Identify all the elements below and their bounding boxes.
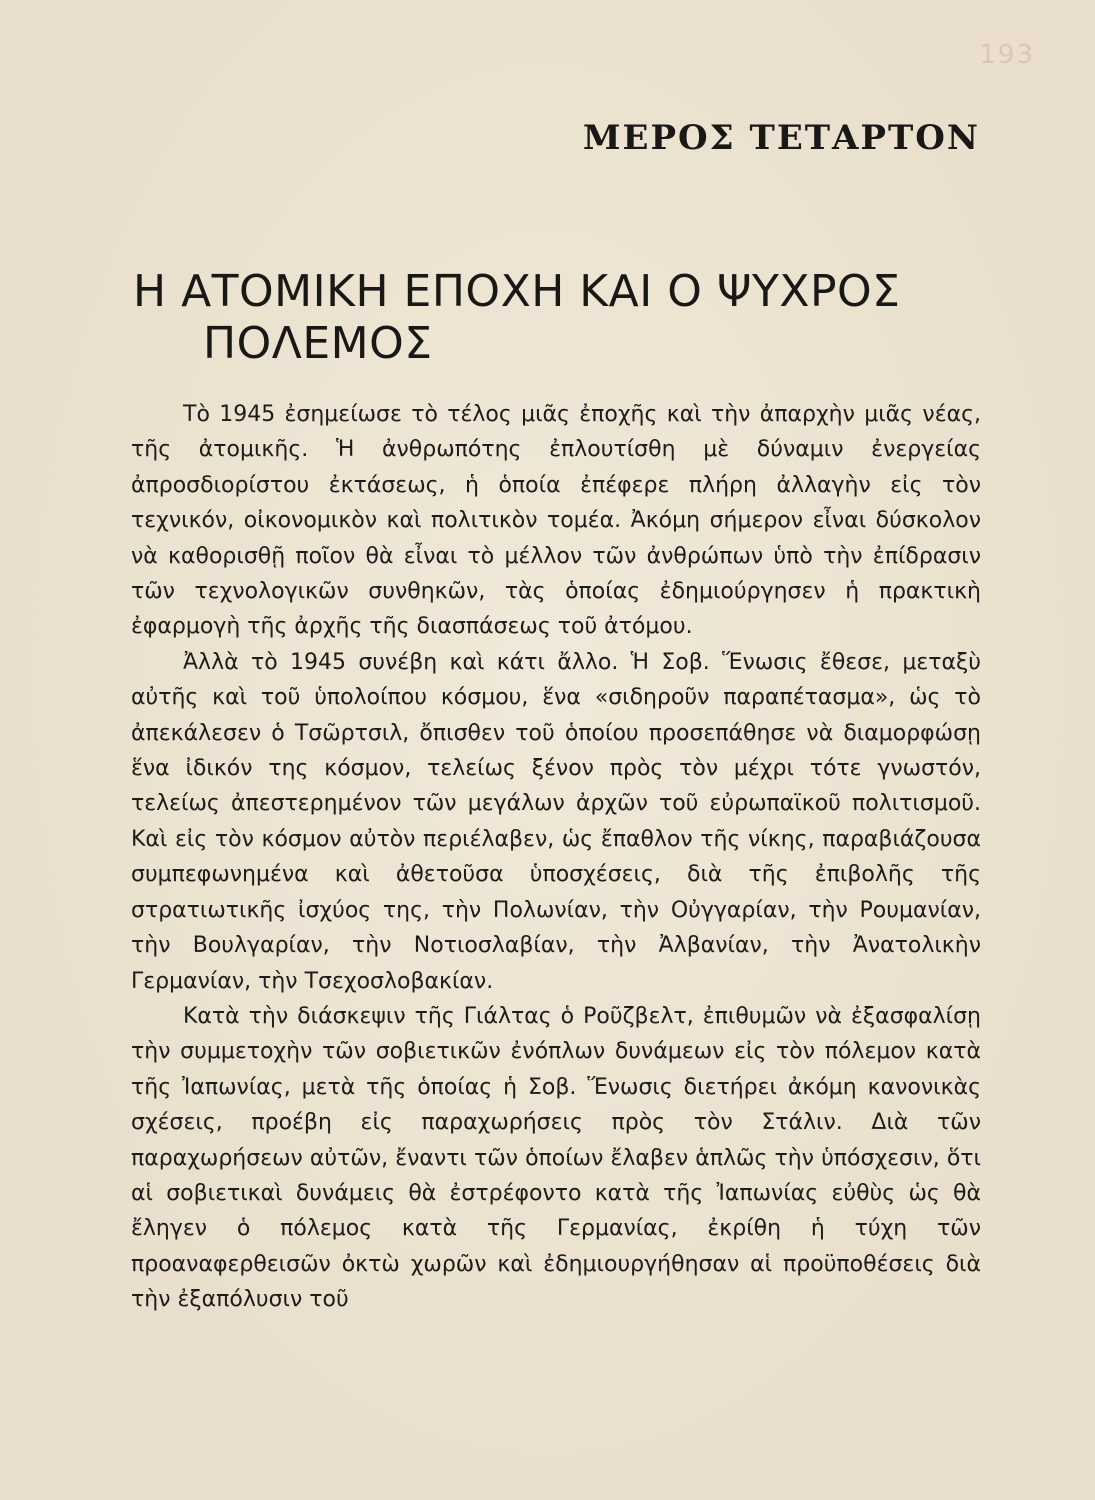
part-title: ΜΕΡΟΣ ΤΕΤΑΡΤΟΝ xyxy=(582,118,980,158)
paragraph-1: Τὸ 1945 ἐσημείωσε τὸ τέλος μιᾶς ἐποχῆς καὶ τὴν ἀπαρχὴν μιᾶς νέας, τῆς ἀτομικῆς. Ἡ ἀνθρωπότης ἐπλουτίσθη μὲ δύναμιν ἐνεργείας ἀπροσδιορίστου ἐκτάσεως, ἡ ὁποία ἐπέφερε πλήρη ἀλλαγὴν εἰς τὸν τεχνικόν, οἰκονομικὸν καὶ πολιτικὸν τομέα. Ἀκόμη σήμερον εἶναι δύσκολον νὰ καθορισθῇ ποῖον θὰ εἶναι τὸ μέλλον τῶν ἀνθρώπων ὑπὸ τὴν ἐπίδρασιν τῶν τεχνολογικῶν συνθηκῶν, τὰς ὁποίας ἐδημιούργησεν ἡ πρακτικὴ ἐφαρμογὴ τῆς ἀρχῆς τῆς διασπάσεως τοῦ ἀτόμου. xyxy=(131,402,981,640)
chapter-title xyxy=(133,266,973,370)
paragraph-2: Ἀλλὰ τὸ 1945 συνέβη καὶ κάτι ἄλλο. Ἡ Σοβ. Ἕνωσις ἔθεσε, μεταξὺ αὐτῆς καὶ τοῦ ὑπολοίπου κόσμου, ἕνα «σιδηροῦν παραπέτασμα», ὡς τὸ ἀπεκάλεσεν ὁ Τσῶρτσιλ, ὄπισθεν τοῦ ὁποίου προσεπάθησε νὰ διαμορφώσῃ ἕνα ἰδικόν της κόσμον, τελείως ξένον πρὸς τὸν μέχρι τότε γνωστόν, τελείως ἀπεστερημένον τῶν μεγάλων ἀρχῶν τοῦ εὐρωπαϊκοῦ πολιτισμοῦ. Καὶ εἰς τὸν κόσμον αὐτὸν περιέλαβεν, ὡς ἔπαθλον τῆς νίκης, παραβιάζουσα συμπεφωνημένα καὶ ἀθετοῦσα ὑποσχέσεις, διὰ τῆς ἐπιβολῆς τῆς στρατιωτικῆς ἰσχύος της, τὴν Πολωνίαν, τὴν Οὐγγαρίαν, τὴν Ρουμανίαν, τὴν Βουλγαρίαν, τὴν Νοτιοσλαβίαν, τὴν Ἀλβανίαν, τὴν Ἀνατολικὴν Γερμανίαν, τὴν Τσεχοσλοβακίαν. xyxy=(131,649,981,994)
paragraph-3: Κατὰ τὴν διάσκεψιν τῆς Γιάλτας ὁ Ροῦζβελτ, ἐπιθυμῶν νὰ ἐξασφαλίσῃ τὴν συμμετοχὴν τῶν σοβιετικῶν ἐνόπλων δυνάμεων εἰς τὸν πόλεμον κατὰ τῆς Ἰαπωνίας, μετὰ τῆς ὁποίας ἡ Σοβ. Ἕνωσις διετήρει ἀκόμη κανονικὰς σχέσεις, προέβη εἰς παραχωρήσεις πρὸς τὸν Στάλιν. Διὰ τῶν παραχωρήσεων αὐτῶν, ἔναντι τῶν ὁποίων ἔλαβεν ἁπλῶς τὴν ὑπόσχεσιν, ὅτι αἱ σοβιετικαὶ δυνάμεις θὰ ἐστρέφοντο κατὰ τῆς Ἰαπωνίας εὐθὺς ὡς θὰ ἔληγεν ὁ πόλεμος κατὰ τῆς Γερμανίας, ἐκρίθη ἡ τύχη τῶν προαναφερθεισῶν ὀκτὼ χωρῶν καὶ ἐδημιουργήθησαν αἱ προϋποθέσεις διὰ τὴν ἐξαπόλυσιν τοῦ xyxy=(131,1003,981,1313)
chapter-title-line-2: ΠΟΛΕΜΟΣ xyxy=(203,318,433,369)
body-text xyxy=(131,397,981,1318)
chapter-title-line-1: Η ΑΤΟΜΙΚΗ ΕΠΟΧΗ ΚΑΙ Ο ΨΥΧΡΟΣ xyxy=(133,266,901,317)
page-number: 193 xyxy=(979,40,1035,70)
